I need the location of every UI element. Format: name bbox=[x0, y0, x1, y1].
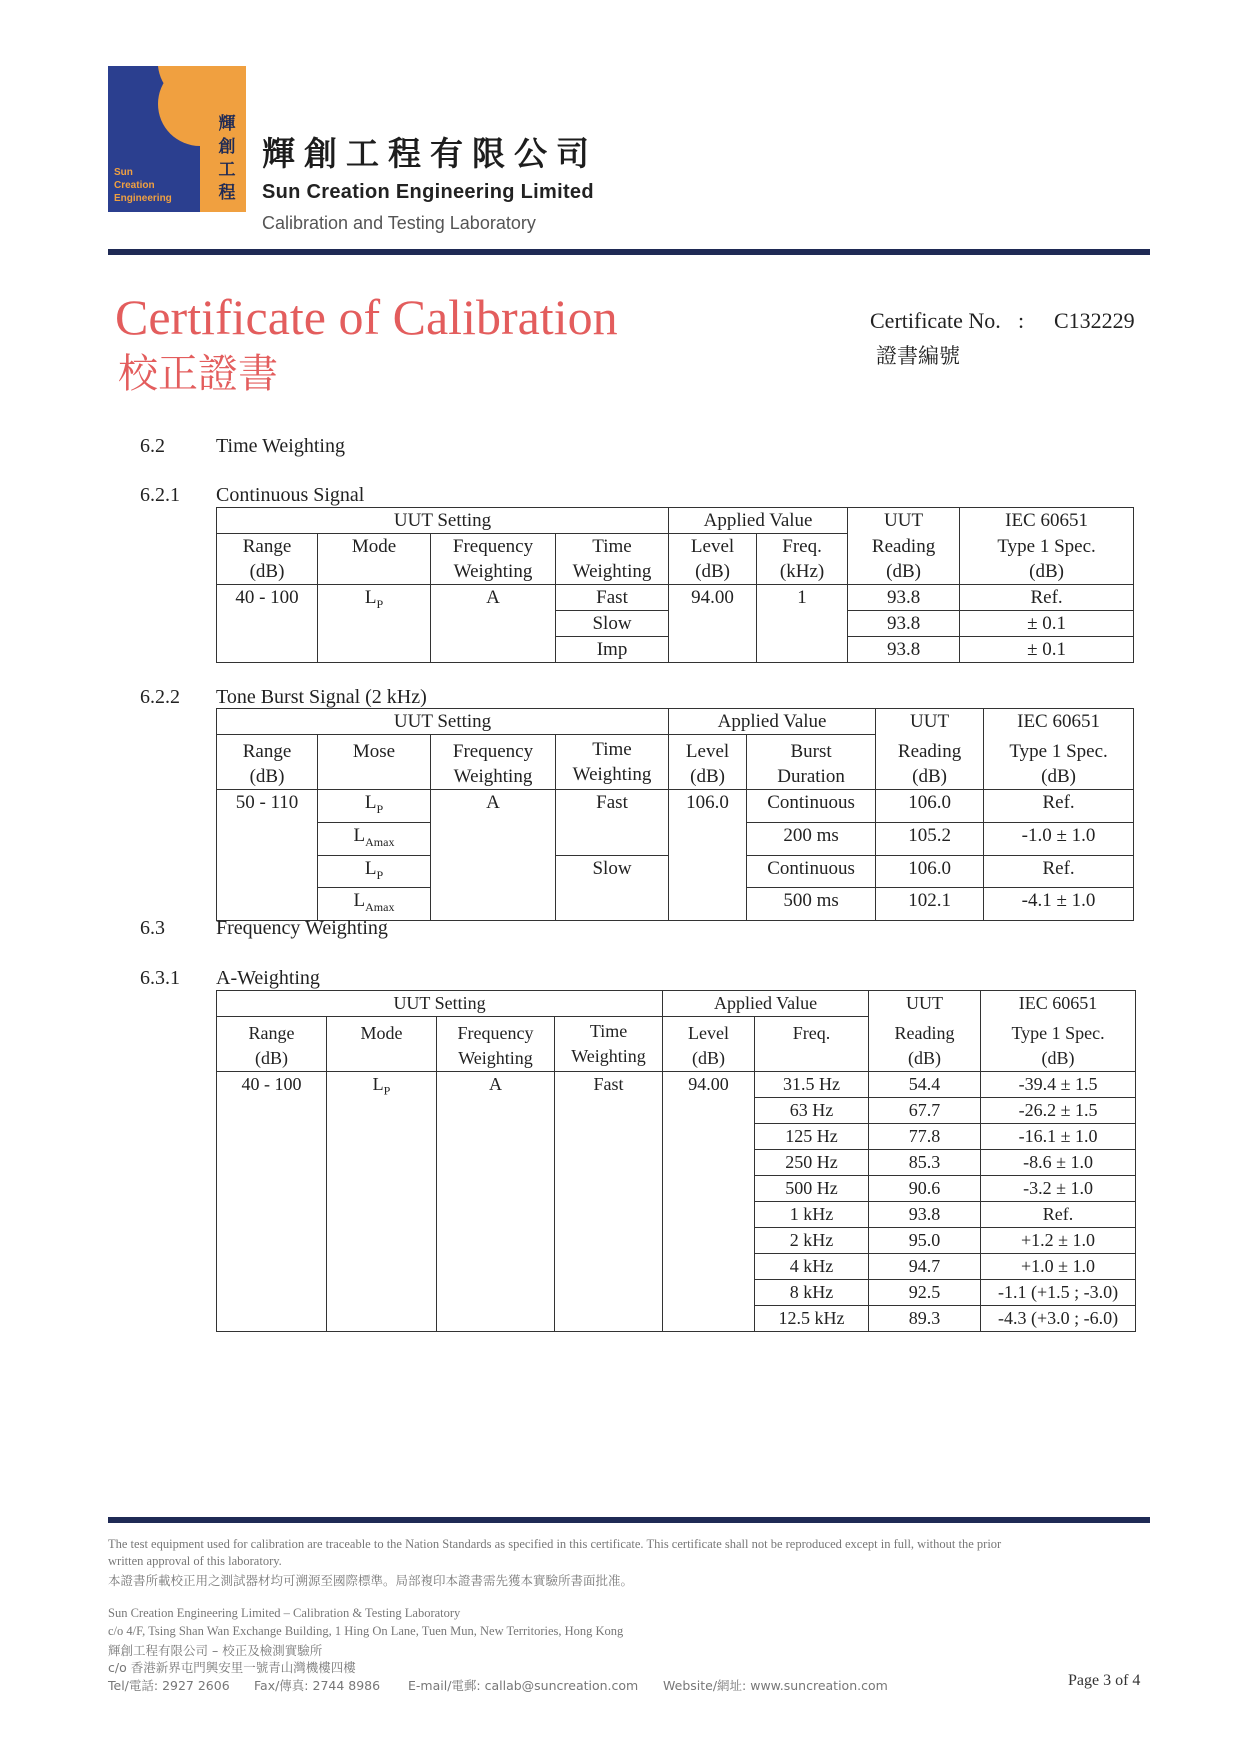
header-time-weighting: Time Weighting bbox=[556, 534, 669, 585]
cell-range: 50 - 110 bbox=[217, 790, 318, 921]
section-number: 6.2.1 bbox=[140, 484, 180, 506]
certificate-number-label-cn: 證書編號 bbox=[876, 344, 960, 368]
header-iec: IEC 60651 bbox=[960, 508, 1134, 534]
cell-mode: $L_P$ bbox=[318, 855, 431, 888]
section-title: Time Weighting bbox=[216, 435, 345, 457]
cell-spec: -39.4 ± 1.5 bbox=[981, 1072, 1136, 1098]
header-reading: Reading (dB) bbox=[876, 735, 984, 790]
header-level: Level (dB) bbox=[663, 1017, 755, 1072]
cell-reading: 95.0 bbox=[869, 1228, 981, 1254]
certificate-title: Certificate of Calibration bbox=[115, 289, 618, 345]
footer-rule bbox=[108, 1517, 1150, 1523]
cell-mode: $L_{Amax}$ bbox=[318, 822, 431, 855]
cell-spec: -1.1 (+1.5 ; -3.0) bbox=[981, 1280, 1136, 1306]
cell-freq: 4 kHz bbox=[755, 1254, 869, 1280]
header-reading: Reading (dB) bbox=[869, 1017, 981, 1072]
header-frequency-weighting: Frequency Weighting bbox=[437, 1017, 555, 1072]
cell-spec: -3.2 ± 1.0 bbox=[981, 1176, 1136, 1202]
header-range: Range (dB) bbox=[217, 534, 318, 585]
section-title: Continuous Signal bbox=[216, 484, 365, 506]
section-number: 6.2 bbox=[140, 435, 165, 457]
cell-reading: 105.2 bbox=[876, 822, 984, 855]
cell-level: 94.00 bbox=[663, 1072, 755, 1332]
header-uut-setting: UUT Setting bbox=[217, 991, 663, 1017]
cell-burst-duration: 500 ms bbox=[747, 888, 876, 921]
cell-reading: 92.5 bbox=[869, 1280, 981, 1306]
cell-burst-duration: Continuous bbox=[747, 855, 876, 888]
section-title: Frequency Weighting bbox=[216, 917, 388, 939]
cell-spec: Ref. bbox=[960, 585, 1134, 611]
cell-level: 94.00 bbox=[669, 585, 757, 663]
cell-spec: -4.1 ± 1.0 bbox=[984, 888, 1134, 921]
cell-freq: 500 Hz bbox=[755, 1176, 869, 1202]
cell-time-weighting: Slow bbox=[556, 855, 669, 921]
header-iec: IEC 60651 bbox=[981, 991, 1136, 1017]
cell-freq: 2 kHz bbox=[755, 1228, 869, 1254]
cell-time-weighting: Fast bbox=[556, 790, 669, 856]
cell-mode: $L_P$ bbox=[318, 585, 431, 663]
cell-burst-duration: Continuous bbox=[747, 790, 876, 823]
cell-reading: 93.8 bbox=[848, 585, 960, 611]
certificate-number-colon: : bbox=[1018, 308, 1025, 333]
header-frequency-weighting: Frequency Weighting bbox=[431, 735, 556, 790]
cell-level: 106.0 bbox=[669, 790, 747, 921]
certificate-number: C132229 bbox=[1054, 308, 1135, 333]
header-time-weighting: Time Weighting bbox=[555, 1017, 663, 1072]
cell-freq: 63 Hz bbox=[755, 1098, 869, 1124]
company-name-cn: 輝創工程有限公司 bbox=[262, 134, 598, 173]
certificate-title-cn: 校正證書 bbox=[118, 351, 278, 397]
cell-spec: ± 0.1 bbox=[960, 611, 1134, 637]
header-freq: Freq. bbox=[755, 1017, 869, 1072]
cell-burst-duration: 200 ms bbox=[747, 822, 876, 855]
page-number: Page 3 of 4 bbox=[1068, 1672, 1141, 1689]
header-spec: Type 1 Spec. (dB) bbox=[984, 735, 1134, 790]
certificate-number-label: Certificate No. bbox=[870, 308, 1001, 333]
header-uut: UUT bbox=[876, 709, 984, 735]
cell-spec: Ref. bbox=[984, 855, 1134, 888]
cell-spec: -16.1 ± 1.0 bbox=[981, 1124, 1136, 1150]
cell-reading: 94.7 bbox=[869, 1254, 981, 1280]
header-range: Range (dB) bbox=[217, 735, 318, 790]
header-burst-duration: Burst Duration bbox=[747, 735, 876, 790]
cell-reading: 89.3 bbox=[869, 1306, 981, 1332]
cell-spec: Ref. bbox=[984, 790, 1134, 823]
footer-website: Website/網址: www.suncreation.com bbox=[663, 1678, 888, 1693]
cell-reading: 90.6 bbox=[869, 1176, 981, 1202]
cell-freq: 1 bbox=[757, 585, 848, 663]
cell-spec: -1.0 ± 1.0 bbox=[984, 822, 1134, 855]
section-number: 6.3 bbox=[140, 917, 165, 939]
cell-reading: 102.1 bbox=[876, 888, 984, 921]
header-mode: Mose bbox=[318, 735, 431, 790]
header-applied-value: Applied Value bbox=[669, 709, 876, 735]
cell-time-weighting: Fast bbox=[555, 1072, 663, 1332]
footer-fax: Fax/傳真: 2744 8986 bbox=[254, 1678, 381, 1693]
cell-spec: -4.3 (+3.0 ; -6.0) bbox=[981, 1306, 1136, 1332]
logo-vertical-cn: 輝 創 工 程 bbox=[218, 114, 236, 203]
header-freq: Freq. (kHz) bbox=[757, 534, 848, 585]
header-reading: Reading (dB) bbox=[848, 534, 960, 585]
cell-mode: $L_P$ bbox=[327, 1072, 437, 1332]
footer-address: c/o 4/F, Tsing Shan Wan Exchange Building, 1 Hing On Lane, Tuen Mun, New Territories, Hong Kong bbox=[108, 1624, 624, 1638]
footer-address-cn: 輝創工程有限公司 – 校正及檢測實驗所 bbox=[108, 1643, 323, 1658]
footer-disclaimer-cn: 本證書所載校正用之測試器材均可溯源至國際標準。局部複印本證書需先獲本實驗所書面批准。 bbox=[108, 1573, 634, 1588]
header-uut: UUT bbox=[869, 991, 981, 1017]
lab-name: Calibration and Testing Laboratory bbox=[262, 213, 536, 233]
a-weighting-table bbox=[216, 990, 1136, 1332]
cell-freq: 250 Hz bbox=[755, 1150, 869, 1176]
cell-spec: ± 0.1 bbox=[960, 637, 1134, 663]
cell-range: 40 - 100 bbox=[217, 1072, 327, 1332]
cell-spec: -8.6 ± 1.0 bbox=[981, 1150, 1136, 1176]
logo-small-text: Sun Creation Engineering bbox=[114, 167, 172, 204]
cell-time-weighting: Fast bbox=[556, 585, 669, 611]
cell-freq: 125 Hz bbox=[755, 1124, 869, 1150]
footer-address-cn: c/o 香港新界屯門興安里一號青山灣機樓四樓 bbox=[108, 1660, 356, 1675]
cell-spec: -26.2 ± 1.5 bbox=[981, 1098, 1136, 1124]
cell-spec: +1.2 ± 1.0 bbox=[981, 1228, 1136, 1254]
header-range: Range (dB) bbox=[217, 1017, 327, 1072]
cell-mode: $L_P$ bbox=[318, 790, 431, 823]
footer-disclaimer: The test equipment used for calibration are traceable to the Nation Standards as specified in this certificate. This certificate shall not be reproduced except in full, without the prior bbox=[108, 1537, 1002, 1551]
header-level: Level (dB) bbox=[669, 534, 757, 585]
cell-freq: 1 kHz bbox=[755, 1202, 869, 1228]
header-iec: IEC 60651 bbox=[984, 709, 1134, 735]
footer-email: E-mail/電郵: callab@suncreation.com bbox=[408, 1678, 639, 1693]
cell-time-weighting: Slow bbox=[556, 611, 669, 637]
section-title: A-Weighting bbox=[216, 967, 320, 989]
footer-telephone: Tel/電話: 2927 2606 bbox=[108, 1678, 230, 1693]
header-uut-setting: UUT Setting bbox=[217, 709, 669, 735]
cell-reading: 67.7 bbox=[869, 1098, 981, 1124]
header-time-weighting: Time Weighting bbox=[556, 735, 669, 790]
header-uut-setting: UUT Setting bbox=[217, 508, 669, 534]
cell-range: 40 - 100 bbox=[217, 585, 318, 663]
header-applied-value: Applied Value bbox=[669, 508, 848, 534]
cell-frequency-weighting: A bbox=[431, 790, 556, 921]
header-level: Level (dB) bbox=[669, 735, 747, 790]
cell-time-weighting: Imp bbox=[556, 637, 669, 663]
cell-freq: 12.5 kHz bbox=[755, 1306, 869, 1332]
cell-reading: 85.3 bbox=[869, 1150, 981, 1176]
header-rule bbox=[108, 249, 1150, 255]
cell-mode: $L_{Amax}$ bbox=[318, 888, 431, 921]
cell-spec: +1.0 ± 1.0 bbox=[981, 1254, 1136, 1280]
cell-reading: 106.0 bbox=[876, 790, 984, 823]
section-number: 6.2.2 bbox=[140, 686, 180, 708]
header-spec: Type 1 Spec. (dB) bbox=[960, 534, 1134, 585]
header-mode: Mode bbox=[327, 1017, 437, 1072]
header-applied-value: Applied Value bbox=[663, 991, 869, 1017]
header-frequency-weighting: Frequency Weighting bbox=[431, 534, 556, 585]
footer-disclaimer: written approval of this laboratory. bbox=[108, 1554, 282, 1568]
section-title: Tone Burst Signal (2 kHz) bbox=[216, 686, 427, 708]
section-number: 6.3.1 bbox=[140, 967, 180, 989]
continuous-signal-table bbox=[216, 507, 1134, 663]
cell-reading: 106.0 bbox=[876, 855, 984, 888]
cell-freq: 8 kHz bbox=[755, 1280, 869, 1306]
tone-burst-table bbox=[216, 708, 1134, 921]
cell-reading: 93.8 bbox=[848, 611, 960, 637]
cell-reading: 54.4 bbox=[869, 1072, 981, 1098]
header-uut: UUT bbox=[848, 508, 960, 534]
header-mode: Mode bbox=[318, 534, 431, 585]
header-spec: Type 1 Spec. (dB) bbox=[981, 1017, 1136, 1072]
cell-freq: 31.5 Hz bbox=[755, 1072, 869, 1098]
footer-address: Sun Creation Engineering Limited – Calibration & Testing Laboratory bbox=[108, 1606, 461, 1620]
cell-spec: Ref. bbox=[981, 1202, 1136, 1228]
cell-frequency-weighting: A bbox=[437, 1072, 555, 1332]
cell-reading: 93.8 bbox=[869, 1202, 981, 1228]
cell-reading: 77.8 bbox=[869, 1124, 981, 1150]
cell-reading: 93.8 bbox=[848, 637, 960, 663]
cell-frequency-weighting: A bbox=[431, 585, 556, 663]
company-name-en: Sun Creation Engineering Limited bbox=[262, 181, 594, 203]
